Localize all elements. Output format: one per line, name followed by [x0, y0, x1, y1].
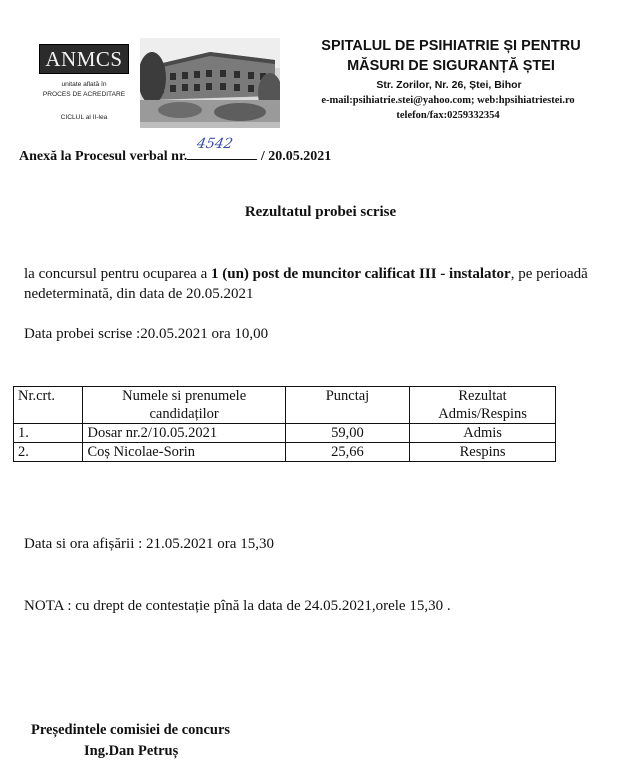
cell-result: Respins — [410, 443, 556, 462]
cell-score: 25,66 — [285, 443, 409, 462]
header-result — [410, 387, 556, 424]
handwritten-number: 4542 — [195, 136, 235, 152]
appeal-note: NOTA : cu drept de contestație pînă la data de 24.05.2021,orele 15,30 . — [24, 598, 451, 614]
header-name — [83, 387, 285, 424]
hospital-name-line2: MĂSURI DE SIGURANȚĂ ȘTEI — [347, 58, 555, 74]
paragraph-part2: , pe perioadă nedeterminată, din data de 20.05.2021 — [24, 266, 588, 302]
document-title: Rezultatul probei scrise — [244, 204, 397, 220]
anmcs-logo: ANMCS — [39, 44, 129, 74]
exam-date: Data probei scrise :20.05.2021 ora 10,00 — [24, 326, 269, 342]
table-header-row — [14, 387, 556, 424]
table-row — [14, 443, 556, 462]
committee-president-role: Președintele comisiei de concurs — [31, 722, 231, 738]
header-result-line1: Rezultat — [458, 388, 507, 404]
hospital-name-line1: SPITALUL DE PSIHIATRIE ȘI PENTRU — [321, 38, 581, 54]
cell-result: Admis — [410, 424, 556, 443]
annex-line — [19, 136, 332, 165]
header-name-line1: Numele si prenumele — [122, 388, 247, 404]
annex-suffix: / 20.05.2021 — [257, 149, 332, 164]
paragraph-part1: la concursul pentru ocuparea a — [24, 266, 211, 282]
annex-prefix: Anexă la Procesul verbal nr. — [19, 149, 188, 164]
cell-nr: 2. — [14, 443, 83, 462]
results-table — [13, 386, 556, 462]
posting-date: Data si ora afișării : 21.05.2021 ora 15,30 — [24, 536, 274, 552]
paragraph-bold: 1 (un) post de muncitor calificat III - instalator — [211, 266, 511, 282]
header-result-line2: Admis/Respins — [438, 406, 527, 422]
logo-sub-line1: unitate aflată în — [61, 81, 107, 88]
header-nr: Nr.crt. — [14, 387, 83, 424]
cell-name: Dosar nr.2/10.05.2021 — [83, 424, 285, 443]
cell-name: Coș Nicolae-Sorin — [83, 443, 285, 462]
hospital-building-photo — [140, 38, 280, 128]
hospital-phone: telefon/fax:0259332354 — [396, 110, 500, 121]
annex-number-field — [187, 136, 257, 160]
committee-president-name: Ing.Dan Petruș — [84, 743, 179, 759]
cell-score: 59,00 — [285, 424, 409, 443]
logo-sub-line2: PROCES DE ACREDITARE — [42, 90, 126, 98]
hospital-contact: e-mail:psihiatrie.stei@yahoo.com; web:hpsihiatriestei.ro — [321, 95, 575, 106]
header-score: Punctaj — [285, 387, 409, 424]
cell-nr: 1. — [14, 424, 83, 443]
hospital-address: Str. Zorilor, Nr. 26, Ștei, Bihor — [376, 79, 522, 91]
table-row — [14, 424, 556, 443]
logo-cycle: CICLUL al II-lea — [60, 114, 108, 121]
contest-paragraph — [24, 264, 604, 304]
header-name-line2: candidaților — [149, 406, 219, 422]
logo-subtitle — [30, 80, 138, 99]
